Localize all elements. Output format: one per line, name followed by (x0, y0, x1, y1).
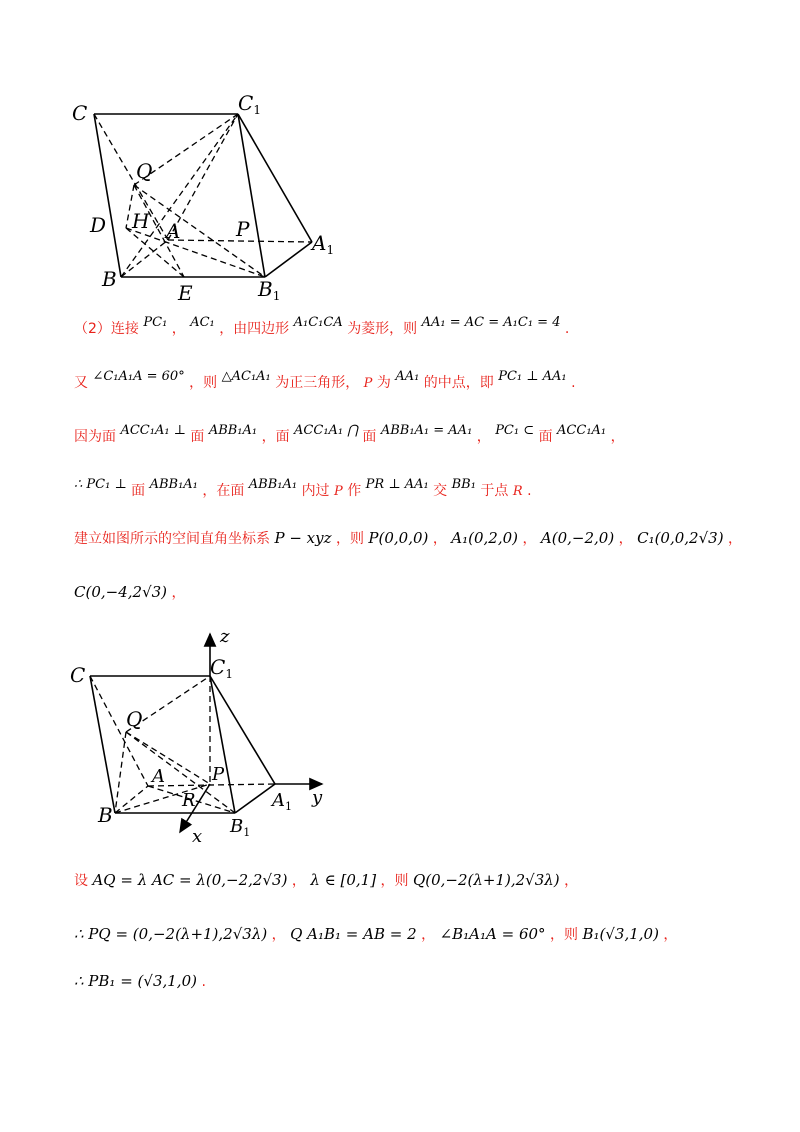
segment-q-b (115, 732, 126, 813)
label-a1: $A_1$ (272, 790, 292, 813)
label-q: Q (126, 707, 143, 731)
math: ABB₁A₁ (149, 477, 198, 492)
text: ，由四边形 (219, 321, 290, 337)
label-p: P (212, 764, 225, 785)
math: PR ⊥ AA₁ (365, 477, 429, 492)
segment-q-p (126, 732, 210, 784)
math: A(0,−2,0) (540, 529, 615, 547)
math: ACC₁A₁ ⊥ (120, 423, 186, 438)
text: ， (171, 585, 186, 601)
text: ，则 (335, 531, 364, 547)
math: PC₁ ⊥ AA₁ (498, 369, 567, 384)
text-line-2 (74, 369, 576, 392)
math: PC₁ (143, 315, 168, 330)
text: 因为面 (74, 429, 116, 445)
text: ， (522, 531, 537, 547)
text: . (571, 375, 576, 391)
text: ， (610, 429, 625, 445)
text: 面 (190, 429, 205, 445)
text: 面 (131, 483, 146, 499)
label-b1: $B_1$ (258, 277, 281, 303)
label-c1: $C_1$ (238, 91, 261, 117)
label-a1: $A_1$ (312, 231, 335, 257)
text: 的中点，即 (423, 375, 494, 391)
text-line-3 (74, 423, 625, 446)
math: ∴ PC₁ ⊥ (74, 477, 127, 492)
math: A₁(0,2,0) (451, 529, 518, 547)
text: 面 (362, 429, 377, 445)
text: 为菱形，则 (347, 321, 418, 337)
text: . (564, 321, 570, 337)
math: B₁(√3,1,0) (582, 925, 659, 943)
label-c: C (72, 101, 88, 125)
text: ，面 (261, 429, 290, 445)
text: . (201, 974, 206, 990)
text: ， (618, 531, 633, 547)
text-line-5 (74, 528, 742, 548)
text: ， (476, 429, 491, 445)
edge-c-b (94, 114, 121, 277)
text-line-4 (74, 477, 532, 500)
edge-b-a (121, 240, 168, 277)
text-line-7 (74, 870, 578, 890)
text: 内过 (301, 483, 330, 499)
text: 面 (538, 429, 553, 445)
text: ， (171, 321, 186, 337)
edge-b1-a1 (265, 242, 312, 277)
text: （2）连接 (74, 321, 139, 337)
math: C₁(0,0,2√3) (637, 529, 724, 547)
math: ACC₁A₁ (557, 423, 607, 438)
math: PC₁ ⊂ (495, 423, 535, 438)
math: ∠B₁A₁A = 60° (439, 925, 546, 943)
text: ， (728, 531, 743, 547)
text: . (527, 483, 532, 499)
math: Q A₁B₁ = AB = 2 (290, 925, 417, 943)
text: ，则 (189, 375, 218, 391)
label-b: B (102, 267, 117, 291)
text: ， (663, 927, 678, 943)
edge-c-b (90, 676, 115, 813)
edge-c-a (90, 676, 148, 786)
math: A₁C₁CA (293, 315, 343, 330)
text: ， (271, 927, 286, 943)
segment-b-p (115, 784, 210, 813)
math: ∴ PB₁ = (√3,1,0) (74, 972, 197, 990)
label-b1: $B_1$ (230, 816, 251, 839)
text: ， (421, 927, 436, 943)
math: ∠C₁A₁A = 60° (92, 369, 185, 384)
edge-b-a (115, 786, 148, 813)
text: 建立如图所示的空间直角坐标系 (74, 531, 270, 547)
text: R (512, 484, 523, 499)
math: C(0,−4,2√3) (74, 583, 168, 601)
math: ∴ PQ = (0,−2(λ+1),2√3λ) (74, 925, 268, 943)
text-line-1 (74, 315, 570, 338)
text: 设 (74, 873, 88, 889)
math: λ ∈ [0,1] (310, 871, 377, 889)
text: 交 (433, 483, 448, 499)
math: BB₁ (451, 477, 476, 492)
text: ， (564, 873, 579, 889)
label-e: E (178, 281, 193, 305)
label-a: A (152, 766, 165, 787)
label-p: P (236, 217, 250, 241)
math: AC₁ (190, 315, 215, 330)
figure-2-coordinate-system (60, 626, 360, 846)
text: P (334, 484, 343, 499)
text-line-6 (74, 582, 185, 602)
label-x: x (192, 826, 203, 846)
text: ， (291, 873, 306, 889)
label-d: D (90, 213, 107, 237)
math: P(0,0,0) (368, 529, 429, 547)
label-q: Q (136, 159, 153, 183)
math: ACC₁A₁ ⋂ (294, 423, 358, 438)
label-r: R (182, 790, 196, 811)
figure-1-prism (60, 90, 360, 305)
math: ABB₁A₁ (208, 423, 258, 438)
text: 于点 (480, 483, 509, 499)
math: ABB₁A₁ (248, 477, 298, 492)
text: ，则 (550, 927, 578, 943)
text-line-8 (74, 924, 677, 944)
edge-b1-a1 (235, 784, 275, 813)
label-z: z (220, 626, 230, 647)
text: 又 (74, 375, 88, 391)
text: 为正三角形， (275, 375, 360, 391)
text: 为 (376, 375, 391, 391)
label-a: A (166, 219, 181, 243)
text: ，在面 (202, 483, 245, 499)
text: ，则 (380, 873, 409, 889)
text: ， (432, 531, 447, 547)
label-y: y (312, 787, 323, 808)
math: Q(0,−2(λ+1),2√3λ) (412, 871, 560, 889)
label-h: H (132, 209, 150, 233)
label-c: C (70, 663, 86, 687)
math: P − xyz (274, 529, 332, 547)
math: AA₁ = AC = A₁C₁ = 4 (421, 315, 561, 330)
math: AA₁ (395, 369, 420, 384)
segment-b-c1 (121, 114, 238, 277)
text: 作 (347, 483, 362, 499)
text: P (363, 376, 373, 391)
math: △AC₁A₁ (221, 369, 271, 384)
math: AQ = λ AC = λ(0,−2,2√3) (92, 871, 288, 889)
math: ABB₁A₁ = AA₁ (380, 423, 473, 438)
label-b: B (98, 803, 113, 827)
label-c1: $C_1$ (210, 655, 233, 681)
text-line-9 (74, 972, 206, 990)
